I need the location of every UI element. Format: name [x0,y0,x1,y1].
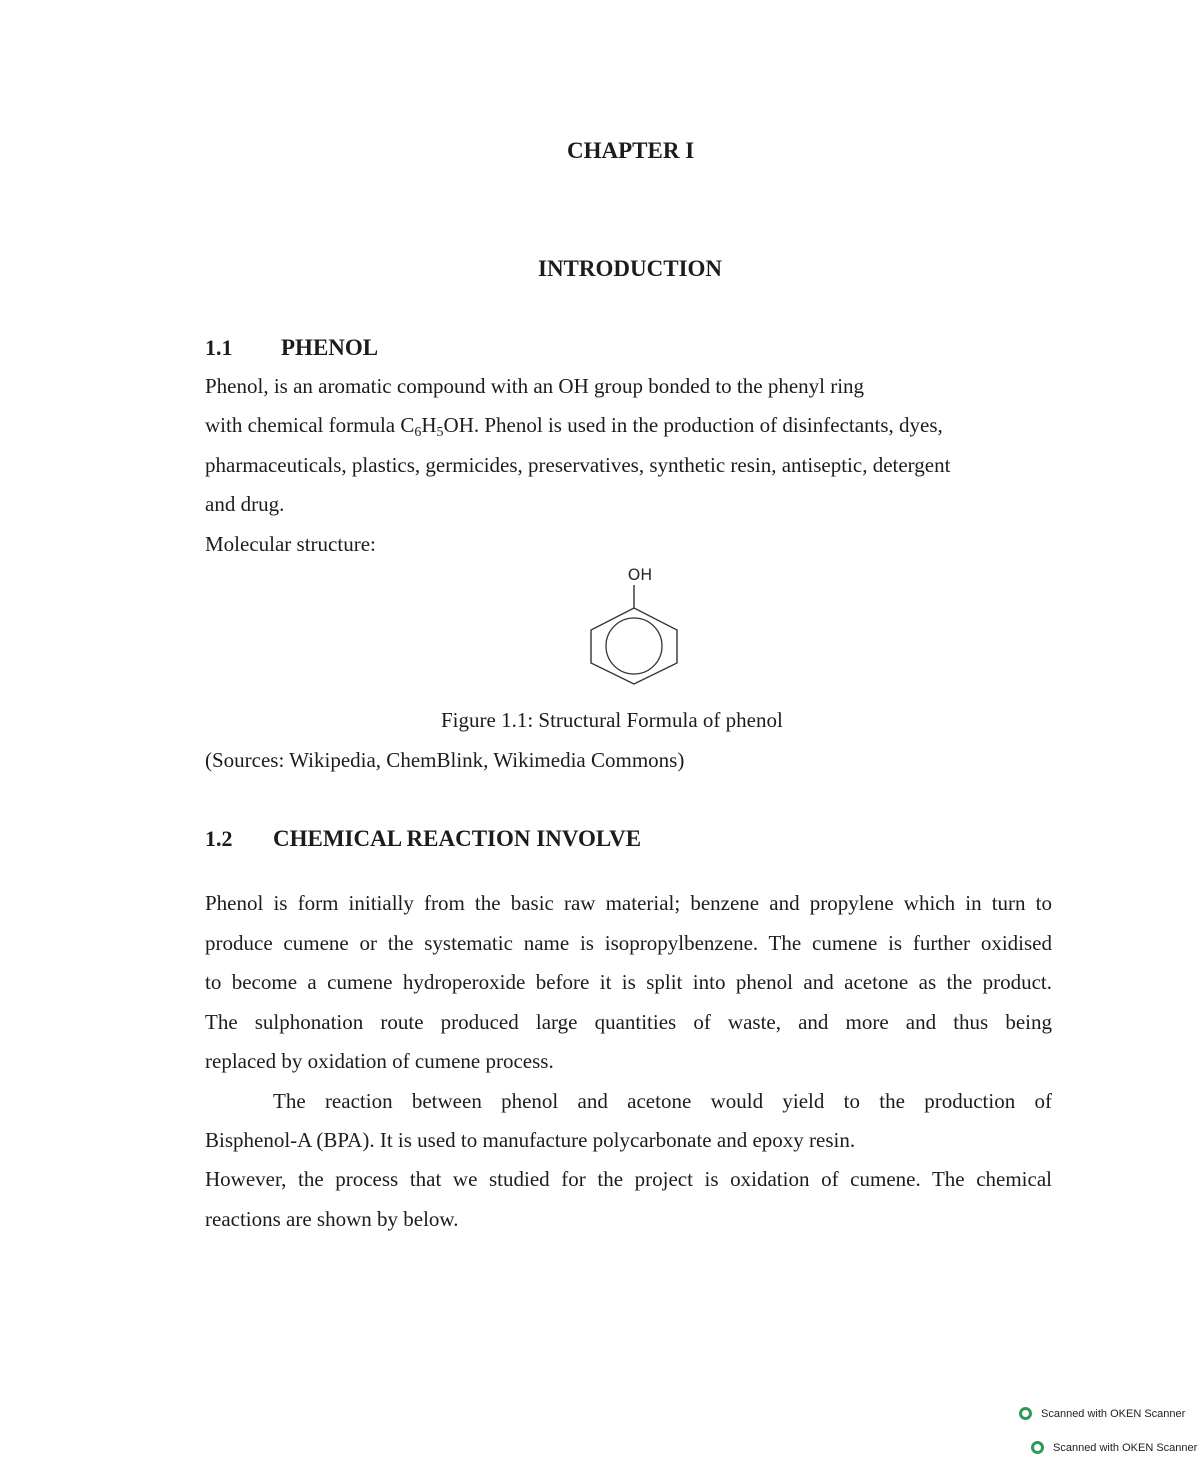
paragraph-line: pharmaceuticals, plastics, germicides, preservatives, synthetic resin, antiseptic, detergent [205,453,951,477]
scanner-watermark-text: Scanned with OKEN Scanner [1053,1441,1198,1454]
formula-suffix: OH. Phenol is used in the production of disinfectants, dyes, [443,413,943,437]
paragraph-line: Phenol is form initially from the basic raw material; benzene and propylene which in turn to [205,891,1052,915]
scanner-watermark [1019,1407,1185,1420]
section-title: PHENOL [281,335,379,360]
section-number: 1.1 [205,335,233,360]
paragraph-line: reactions are shown by below. [205,1207,459,1231]
paragraph-line: and drug. [205,492,285,516]
paragraph-line: Phenol, is an aromatic compound with an OH group bonded to the phenyl ring [205,374,865,398]
scanner-logo-icon [1031,1441,1044,1454]
formula-subscript: 5 [436,425,444,440]
scanner-watermark [1031,1441,1197,1454]
chapter-title: INTRODUCTION [538,256,723,281]
paragraph-line: The sulphonation route produced large quantities of waste, and more and thus being [205,1010,1052,1034]
chapter-label: CHAPTER I [567,138,695,163]
paragraph-line: However, the process that we studied for the project is oxidation of cumene. The chemical [205,1167,1052,1191]
phenol-structure-diagram [570,560,700,692]
section-number: 1.2 [205,826,233,851]
formula-hydrogen: H [421,413,437,437]
formula-line [205,413,943,440]
paragraph-line: to become a cumene hydroperoxide before it is split into phenol and acetone as the product. [205,970,1052,994]
figure-caption: Figure 1.1: Structural Formula of phenol [441,708,783,732]
scanner-logo-icon [1019,1407,1032,1420]
formula-prefix: with chemical formula C [205,413,415,437]
paragraph-line: The reaction between phenol and acetone would yield to the production of [273,1089,1052,1113]
hydroxyl-label: OH [627,565,653,584]
paragraph-line: Bisphenol-A (BPA). It is used to manufacture polycarbonate and epoxy resin. [205,1128,856,1152]
benzene-ring [591,608,677,684]
scanner-watermark-text: Scanned with OKEN Scanner [1041,1407,1186,1420]
paragraph-line: replaced by oxidation of cumene process. [205,1049,554,1073]
paragraph-line: produce cumene or the systematic name is isopropylbenzene. The cumene is further oxidised [205,931,1052,955]
figure-sources: (Sources: Wikipedia, ChemBlink, Wikimedia Commons) [205,748,685,772]
aromatic-circle [606,618,662,674]
section-title: CHEMICAL REACTION INVOLVE [273,826,642,851]
formula-subscript: 6 [414,425,422,440]
molecular-structure-label: Molecular structure: [205,532,376,556]
